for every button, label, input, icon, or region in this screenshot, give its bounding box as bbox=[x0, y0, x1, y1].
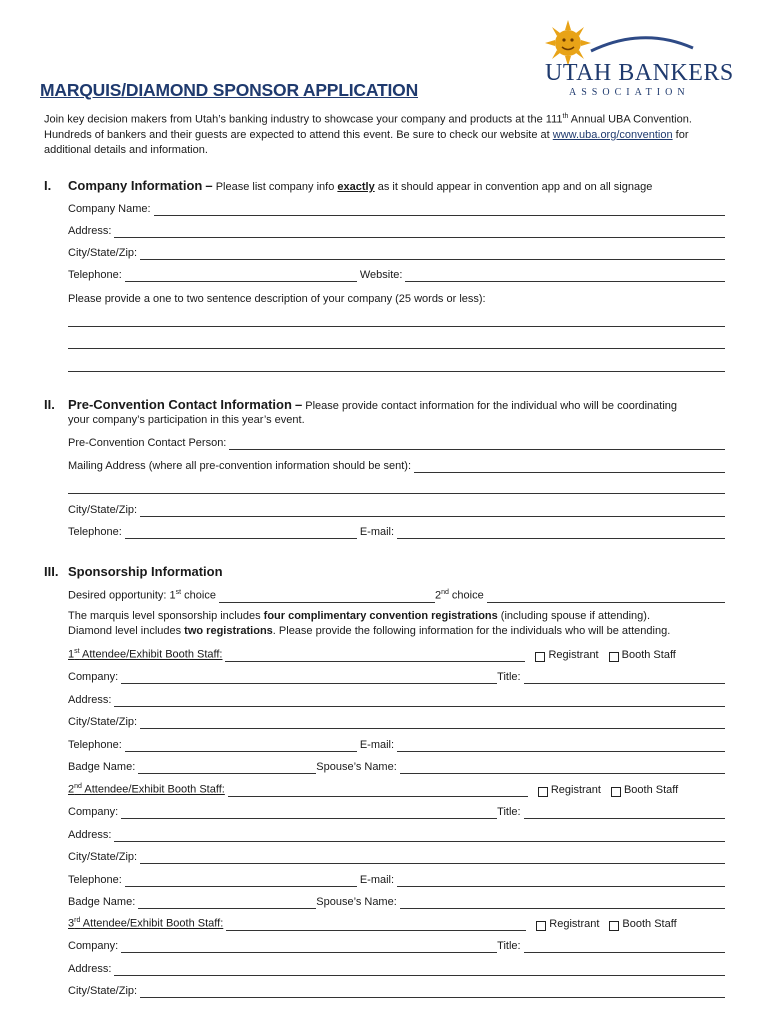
mailing-address-field[interactable]: Mailing Address (where all pre-convention information should be sent): bbox=[68, 457, 725, 473]
attendee-address-field[interactable]: Address: bbox=[68, 960, 725, 976]
attendee-2-phone-row: Telephone: E-mail: bbox=[68, 871, 725, 887]
booth-staff-checkbox[interactable] bbox=[609, 652, 619, 662]
attendee-3-city-row bbox=[68, 982, 725, 998]
svg-text:UTAH BANKERS: UTAH BANKERS bbox=[545, 60, 733, 86]
company-name-field[interactable]: Company Name: bbox=[68, 200, 725, 216]
attendee-spouse-field[interactable] bbox=[400, 762, 725, 774]
section-2-header: II. Pre-Convention Contact Information – Please provide contact information for the individual who will be coordinating bbox=[44, 397, 678, 412]
attendee-company-field[interactable] bbox=[121, 941, 497, 953]
attendee-3-header: 3rd Attendee/Exhibit Booth Staff: Registrant Booth Staff bbox=[68, 917, 677, 930]
attendee-company-field[interactable] bbox=[121, 807, 497, 819]
city-state-zip-field[interactable]: City/State/Zip: bbox=[68, 244, 725, 260]
section-2-instructions: your company’s participation in this year’s event. bbox=[68, 414, 305, 426]
attendee-title-field[interactable] bbox=[524, 807, 725, 819]
uba-logo bbox=[543, 18, 733, 98]
sponsorship-note: The marquis level sponsorship includes four complimentary convention registrations (including spouse if attending). Diamond level includes two registrations. Please provide the following information for the individuals who will be attending. bbox=[68, 610, 671, 637]
attendee-company-field[interactable] bbox=[121, 672, 497, 684]
attendee-1-phone-row: Telephone: E-mail: bbox=[68, 736, 725, 752]
website-field[interactable] bbox=[405, 270, 725, 282]
description-label: Please provide a one to two sentence description of your company (25 words or less): bbox=[68, 293, 486, 305]
attendee-1-address-row bbox=[68, 691, 725, 707]
attendee-name-field[interactable] bbox=[225, 650, 525, 662]
convention-link[interactable]: www.uba.org/convention bbox=[552, 128, 673, 141]
attendee-city-field[interactable]: City/State/Zip: bbox=[68, 848, 725, 864]
attendee-1-header: 1st Attendee/Exhibit Booth Staff: Registrant Booth Staff bbox=[68, 648, 676, 661]
attendee-2-address-row bbox=[68, 826, 725, 842]
attendee-email-field[interactable] bbox=[397, 875, 725, 887]
registrant-checkbox[interactable] bbox=[536, 921, 546, 931]
attendee-email-field[interactable] bbox=[397, 740, 725, 752]
contact-email-field[interactable] bbox=[397, 527, 725, 539]
attendee-title-field[interactable] bbox=[524, 672, 725, 684]
attendee-2-city-row bbox=[68, 848, 725, 864]
booth-staff-checkbox[interactable] bbox=[611, 787, 621, 797]
contact-person-field[interactable]: Pre-Convention Contact Person: bbox=[68, 434, 725, 450]
attendee-1-badge-row: Badge Name: Spouse’s Name: bbox=[68, 758, 725, 774]
registrant-checkbox[interactable] bbox=[535, 652, 545, 662]
booth-staff-checkbox[interactable] bbox=[609, 921, 619, 931]
page-title: MARQUIS/DIAMOND SPONSOR APPLICATION bbox=[40, 80, 419, 100]
attendee-1-company-row: Company: Title: bbox=[68, 668, 725, 684]
second-choice-field[interactable] bbox=[487, 591, 725, 603]
svg-text:ASSOCIATION: ASSOCIATION bbox=[569, 87, 690, 98]
attendee-city-field[interactable]: City/State/Zip: bbox=[68, 982, 725, 998]
attendee-2-badge-row: Badge Name: Spouse’s Name: bbox=[68, 893, 725, 909]
description-line-2[interactable] bbox=[68, 347, 725, 349]
section-3-header: III. Sponsorship Information bbox=[44, 564, 223, 579]
registrant-checkbox[interactable] bbox=[538, 787, 548, 797]
attendee-spouse-field[interactable] bbox=[400, 897, 725, 909]
attendee-name-field[interactable] bbox=[228, 785, 528, 797]
first-choice-field[interactable] bbox=[219, 591, 435, 603]
attendee-title-field[interactable] bbox=[524, 941, 725, 953]
telephone-field[interactable] bbox=[125, 270, 357, 282]
attendee-city-field[interactable]: City/State/Zip: bbox=[68, 713, 725, 729]
attendee-address-field[interactable]: Address: bbox=[68, 826, 725, 842]
description-line-1[interactable] bbox=[68, 325, 725, 327]
attendee-2-company-row: Company: Title: bbox=[68, 803, 725, 819]
attendee-badge-field[interactable] bbox=[138, 897, 316, 909]
address-field[interactable]: Address: bbox=[68, 222, 725, 238]
attendee-3-address-row bbox=[68, 960, 725, 976]
attendee-name-field[interactable] bbox=[226, 919, 526, 931]
contact-city-field[interactable]: City/State/Zip: bbox=[68, 501, 725, 517]
intro-paragraph: Join key decision makers from Utah’s banking industry to showcase your company and products at the 111th Annual UBA Convention. Hundreds of bankers and their guests are expected to attend this event. Be sure to check our website at www.uba.org/convention for additional details and information. bbox=[44, 113, 692, 156]
attendee-1-city-row bbox=[68, 713, 725, 729]
contact-telephone-field[interactable] bbox=[125, 527, 357, 539]
attendee-badge-field[interactable] bbox=[138, 762, 316, 774]
attendee-2-header: 2nd Attendee/Exhibit Booth Staff: Registrant Booth Staff bbox=[68, 783, 679, 796]
attendee-3-company-row: Company: Title: bbox=[68, 937, 725, 953]
section-1-header: I. Company Information – Please list company info exactly as it should appear in convention app and on all signage bbox=[44, 178, 653, 193]
attendee-telephone-field[interactable] bbox=[125, 875, 357, 887]
mailing-address-line-2[interactable] bbox=[68, 492, 725, 494]
description-line-3[interactable] bbox=[68, 370, 725, 372]
attendee-telephone-field[interactable] bbox=[125, 740, 357, 752]
attendee-address-field[interactable]: Address: bbox=[68, 691, 725, 707]
